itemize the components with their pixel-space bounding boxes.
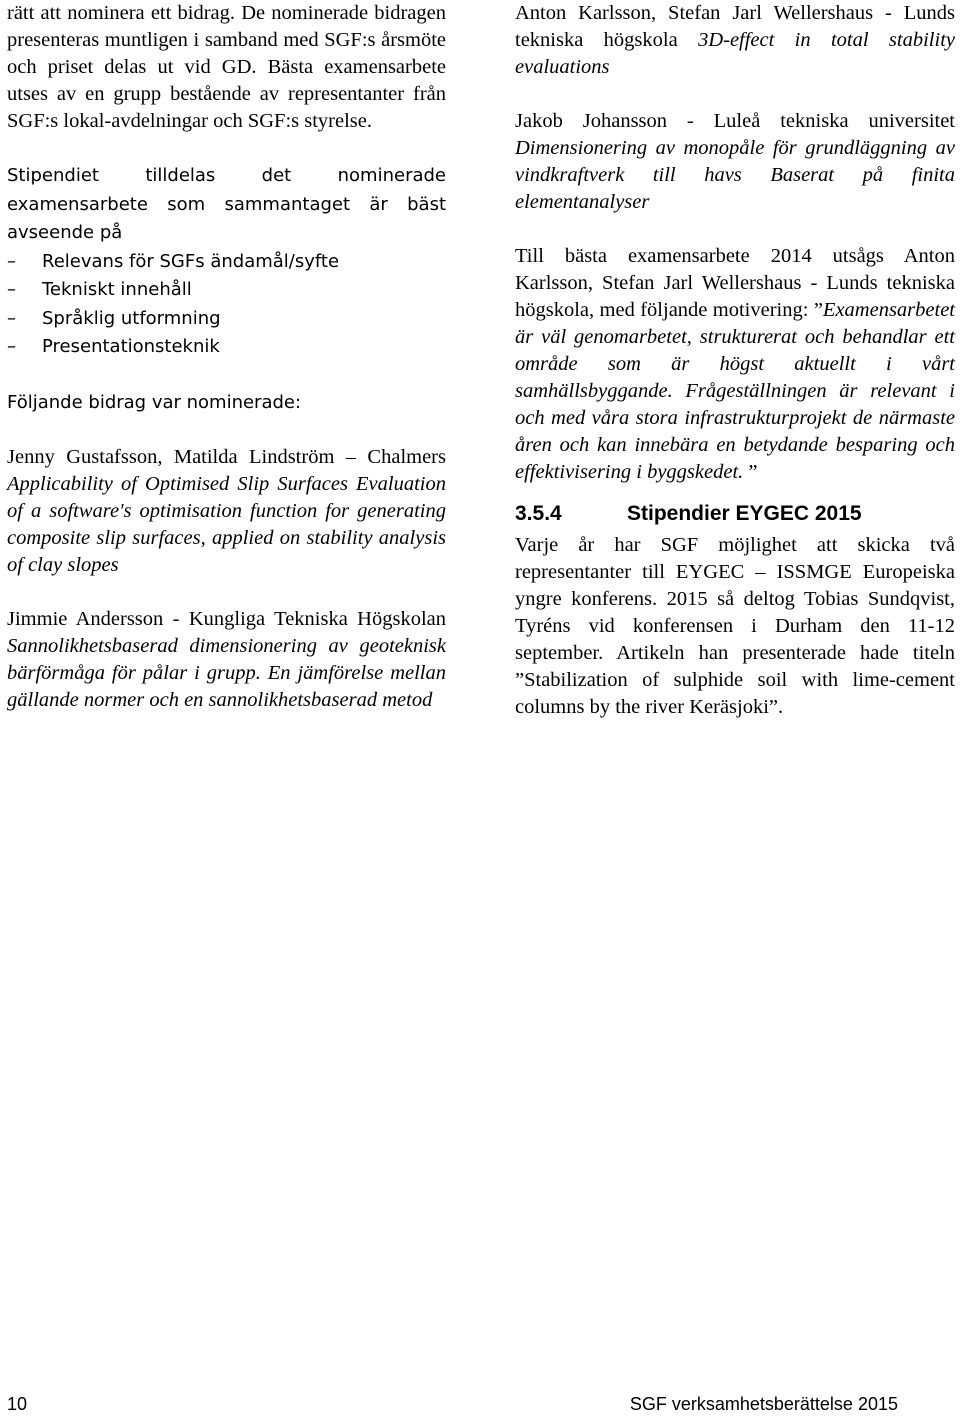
- criteria-item: – Presentationsteknik: [7, 333, 446, 362]
- criteria-item: – Tekniskt innehåll: [7, 276, 446, 305]
- winner-quote: Examensarbetet är väl genomarbetet, strukturerat och behandlar ett område som är högst aktuellt i vårt samhällsbyggande. Frågeställningen är relevant i och med våra stora infrastrukturprojekt de närmaste åren och kan innebära en betydande besparing och effektivisering i byggskedet.: [515, 299, 955, 483]
- right-column: [515, 0, 955, 721]
- nominee-entry: [7, 606, 446, 714]
- winner-text: Till bästa examensarbete 2014 utsågs Anton Karlsson, Stefan Jarl Wellershaus - Lunds tekniska högskola, med följande motivering: ”: [515, 245, 955, 321]
- nominee-entry: [515, 0, 955, 81]
- section-number: 3.5.4: [515, 502, 562, 525]
- nominee-entry: [7, 444, 446, 579]
- criteria-intro: Stipendiet tilldelas det nominerade examensarbete som sammantaget är bäst avseende på: [7, 165, 446, 243]
- nominee-title: Dimensionering av monopåle för grundläggning av vindkraftverk till havs Baserat på finita elementanalyser: [515, 137, 955, 213]
- nominated-heading: Följande bidrag var nominerade:: [7, 391, 302, 413]
- nominee-title: Applicability of Optimised Slip Surfaces Evaluation of a software's optimisation function for generating composite slip surfaces, applied on stability analysis of clay slopes: [7, 473, 446, 576]
- nominee-authors: Jimmie Andersson - Kungliga Tekniska Högskolan: [7, 608, 446, 630]
- publication-title: SGF verksamhetsberättelse 2015: [629, 1394, 898, 1414]
- criteria-item: – Språklig utformning: [7, 305, 446, 334]
- page-number: 10: [7, 1394, 28, 1414]
- left-column: [7, 0, 446, 714]
- nominee-title: 3D-effect in total stability evaluations: [515, 29, 955, 78]
- nominee-authors: Jakob Johansson - Luleå tekniska universitet: [515, 110, 955, 132]
- winner-paragraph: [515, 243, 955, 486]
- dash-icon: –: [7, 307, 16, 329]
- nominee-title: Sannolikhetsbaserad dimensionering av geoteknisk bärförmåga för pålar i grupp. En jämförelse mellan gällande normer och en sannolikhetsbaserad metod: [7, 635, 446, 711]
- dash-icon: –: [7, 336, 16, 357]
- criteria-item: – Relevans för SGFs ändamål/syfte: [7, 248, 446, 277]
- dash-icon: –: [7, 250, 16, 272]
- eygec-paragraph: Varje år har SGF möjlighet att skicka två representanter till EYGEC – ISSMGE Europeiska yngre konferens. 2015 så deltog Tobias Sundqvist, Tyréns vid konferensen i Durham den 11-12 september. Artikeln han presenterade hade titeln ”Stabilization of sulphide soil with lime-cement columns by the river Keräsjoki”.: [515, 534, 955, 718]
- section-title: Stipendier EYGEC 2015: [627, 502, 862, 525]
- quote-close: ”: [743, 461, 758, 483]
- nominee-authors: Jenny Gustafsson, Matilda Lindström – Chalmers: [7, 446, 446, 468]
- dash-icon: –: [7, 279, 16, 300]
- criteria-list: [7, 248, 446, 362]
- intro-paragraph: rätt att nominera ett bidrag. De nominerade bidragen presenteras muntligen i samband med SGF:s årsmöte och priset delas ut vid GD. Bästa examensarbete utses av en grupp bestående av representanter från SGF:s lokal-avdelningar och SGF:s styrelse.: [7, 2, 446, 132]
- nominee-authors: Anton Karlsson, Stefan Jarl Wellershaus - Lunds tekniska högskola: [515, 2, 955, 51]
- section-heading: [515, 500, 955, 528]
- nominee-entry: [515, 108, 955, 216]
